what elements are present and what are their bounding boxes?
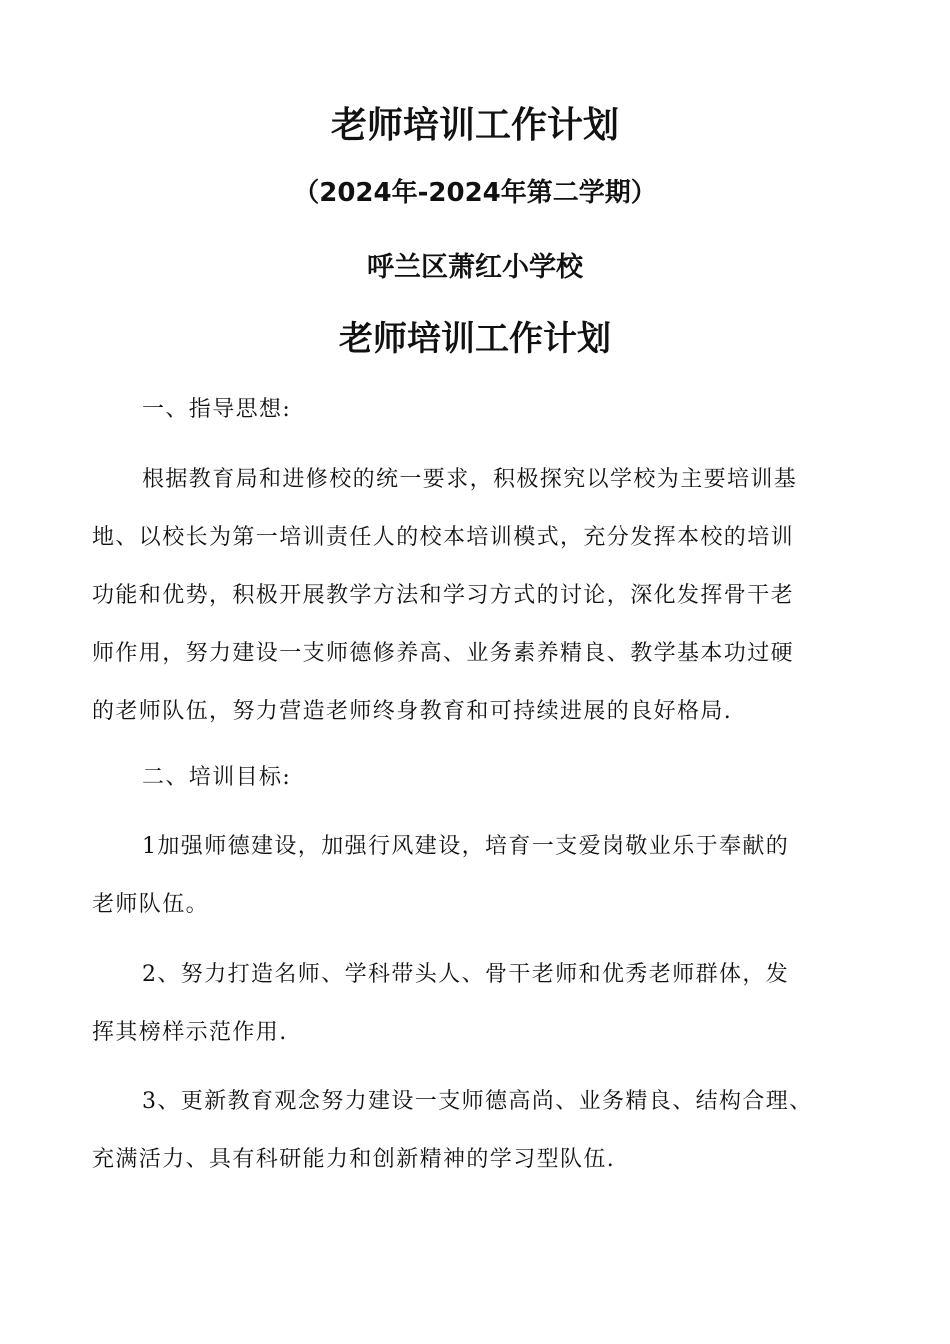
- section-heading-guiding-ideology: [92, 381, 867, 439]
- paragraph-line: 师作用，努力建设一支师德修养高、业务素养精良、教学基本功过硬: [92, 641, 795, 666]
- goal-item-2: [92, 946, 867, 1062]
- paragraph-line: 充满活力、具有科研能力和创新精神的学习型队伍.: [92, 1147, 616, 1172]
- paragraph-line: 地、以校长为第一培训责任人的校本培训模式，充分发挥本校的培训: [92, 525, 795, 550]
- main-title: 老师培训工作计划: [330, 105, 619, 146]
- section-heading-training-goals: [92, 749, 867, 807]
- paragraph-guiding-ideology: [92, 451, 867, 741]
- paragraph-line: 老师队伍。: [92, 892, 210, 917]
- plan-title: 老师培训工作计划: [339, 319, 611, 359]
- paragraph-line: 2、努力打造名师、学科带头人、骨干老师和优秀老师群体，发: [142, 962, 790, 987]
- section-heading: 二、培训目标:: [142, 765, 292, 790]
- paragraph-line: 挥其榜样示范作用.: [92, 1020, 288, 1045]
- paragraph-line: 的老师队伍，努力营造老师终身教育和可持续进展的良好格局.: [92, 699, 733, 724]
- school-name: 呼兰区萧红小学校: [367, 252, 583, 283]
- paragraph-line: 1加强师德建设，加强行风建设，培育一支爱岗敬业乐于奉献的: [142, 834, 790, 859]
- paragraph-line: 3、更新教育观念努力建设一支师德高尚、业务精良、结构合理、: [142, 1089, 813, 1114]
- paragraph-line: 根据教育局和进修校的统一要求，积极探究以学校为主要培训基: [142, 467, 798, 492]
- paragraph-line: 功能和优势，积极开展教学方法和学习方式的讨论，深化发挥骨干老: [92, 583, 795, 608]
- goal-item-1: [92, 818, 867, 934]
- section-heading: 一、指导思想:: [142, 397, 292, 422]
- semester-subtitle: （2024年-2024年第二学期）: [293, 178, 657, 208]
- goal-item-3: [92, 1073, 867, 1189]
